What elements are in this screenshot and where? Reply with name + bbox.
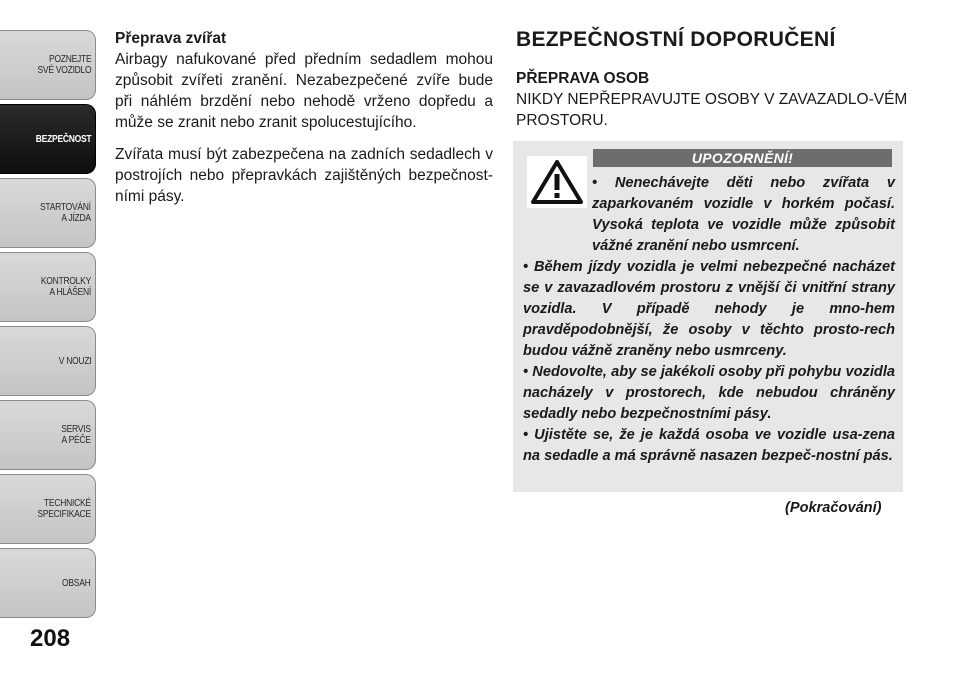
warning-body xyxy=(523,173,895,467)
tab-servis-a-pece[interactable] xyxy=(0,400,96,470)
warning-box xyxy=(513,141,903,492)
warning-title: UPOZORNĚNÍ! xyxy=(593,149,892,167)
intro-text: NIKDY NEPŘEPRAVUJTE OSOBY V ZAVAZADLO-VÉM PROSTORU. xyxy=(516,91,908,129)
body-paragraph: Zvířata musí být zabezpečena na zadních sedadlech v postrojích nebo přepravkách zajištěných bezpečnost-ními pásy. xyxy=(115,146,493,205)
right-column xyxy=(516,28,908,131)
tab-label: SERVIS A PÉČE xyxy=(61,424,91,446)
tab-v-nouzi[interactable] xyxy=(0,326,96,396)
tab-label: STARTOVÁNÍ A JÍZDA xyxy=(40,202,91,224)
tab-bezpecnost[interactable] xyxy=(0,104,96,174)
tab-label: V NOUZI xyxy=(58,355,91,367)
body-paragraph: Airbagy nafukované před předním sedadlem mohou způsobit zvířeti zranění. Nezabezpečené zvíře bude při náhlém brzdění nebo nehodě vrženo dopředu a může se zranit nebo zranit spolucestujícího. xyxy=(115,51,493,131)
tab-label: POZNEJTE SVÉ VOZIDLO xyxy=(37,54,91,76)
tab-label: OBSAH xyxy=(62,577,91,589)
tab-poznejte-sve-vozidlo[interactable] xyxy=(0,30,96,100)
tab-startovani-a-jizda[interactable] xyxy=(0,178,96,248)
tab-label: TECHNICKÉ SPECIFIKACE xyxy=(37,498,91,520)
passenger-transport-heading: PŘEPRAVA OSOB xyxy=(516,70,650,87)
tab-kontrolky-a-hlaseni[interactable] xyxy=(0,252,96,322)
warning-item: • Nedovolte, aby se jakékoli osoby při pohybu vozidla nacházely v prostorech, kde nebudou chráněny sedadly nebo bezpečnostními pásy. xyxy=(523,364,895,422)
warning-item: • Ujistěte se, že je každá osoba ve vozidle usa-zena na sedadle a má správně nasazen bezpeč-nostní pás. xyxy=(523,427,895,464)
continued-label: (Pokračování) xyxy=(785,500,882,516)
section-title: BEZPEČNOSTNÍ DOPORUČENÍ xyxy=(516,28,836,51)
tab-obsah[interactable] xyxy=(0,548,96,618)
warning-item: • Během jízdy vozidla je velmi nebezpečné nacházet se v zavazadlovém prostoru z vnější či vnitřní strany vozidla. V případě nehody je mno-hem pravděpodobnější, že osoby v těchto prosto-rech budou vážně zraněny nebo usmrceny. xyxy=(523,259,895,359)
tab-technicke-specifikace[interactable] xyxy=(0,474,96,544)
left-column xyxy=(115,28,493,218)
page-number: 208 xyxy=(30,625,71,652)
animal-transport-heading: Přeprava zvířat xyxy=(115,30,227,47)
warning-item: • Nenechávejte děti nebo zvířata v zaparkovaném vozidle v horkém počasí. Vysoká teplota ve vozidle může způsobit vážné zranění nebo usmrcení. xyxy=(592,175,895,254)
tab-label: BEZPEČNOST xyxy=(35,133,91,145)
tab-label: KONTROLKY A HLÁŠENÍ xyxy=(40,276,91,298)
